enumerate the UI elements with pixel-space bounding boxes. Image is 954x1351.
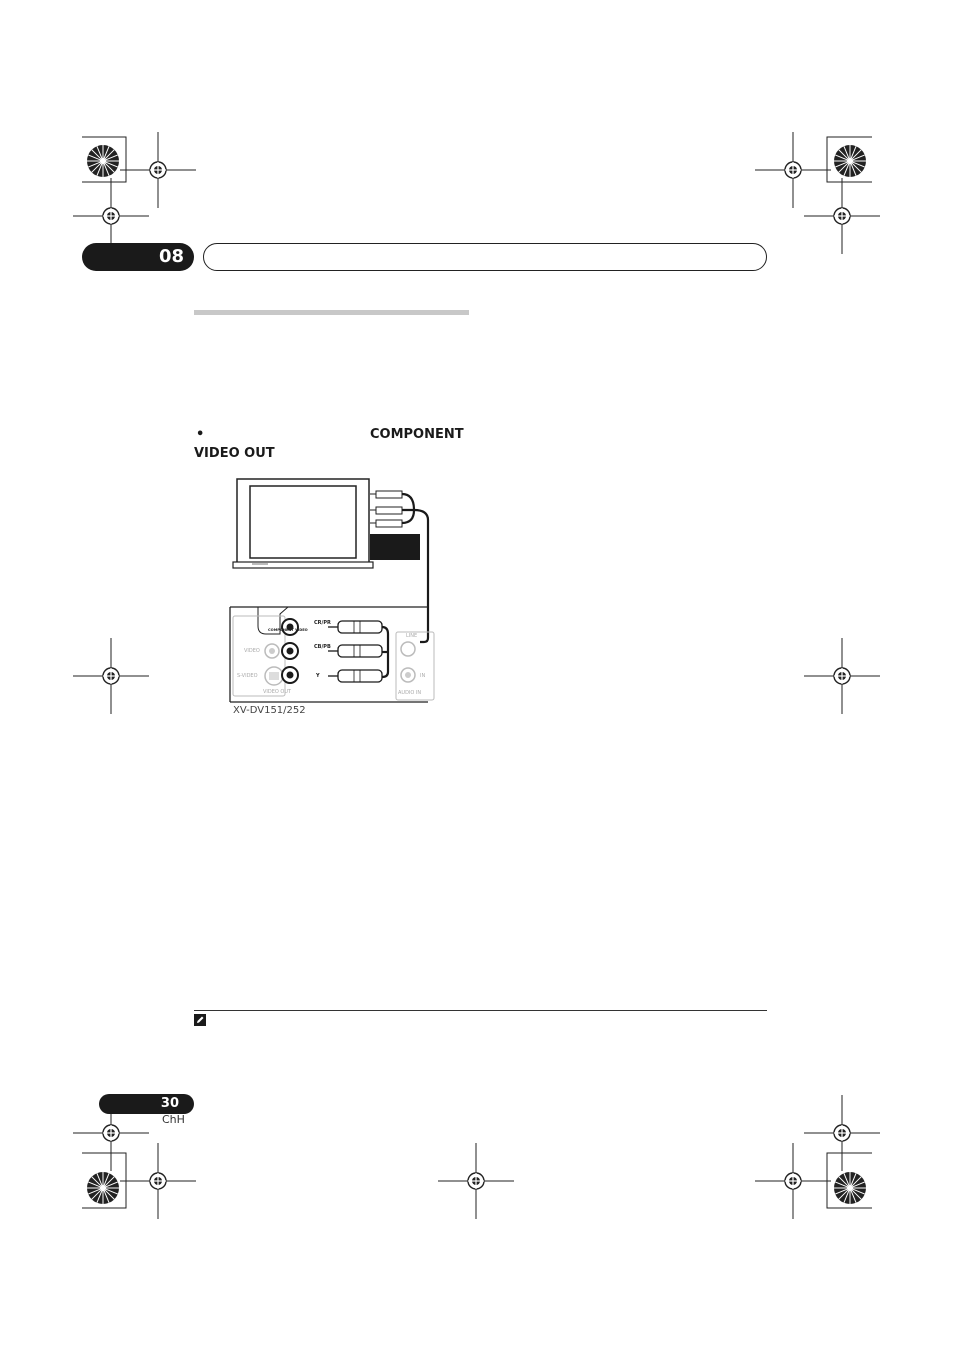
bullet-keyword-component: COMPONENT: [370, 427, 464, 442]
component-video-connection-diagram: [228, 474, 438, 704]
jack-label-component-video: COMPONENT VIDEO: [268, 628, 308, 632]
section-heading-rule: [194, 310, 469, 315]
page-number-tab: 30: [99, 1094, 194, 1114]
tv-illustration: [233, 479, 373, 568]
jack-label-video-out: VIDEO OUT: [263, 689, 292, 695]
player-rear-panel: [230, 607, 434, 702]
jack-label-video: VIDEO: [244, 648, 260, 654]
jack-label-y: Y: [316, 673, 320, 679]
bullet-keyword-video-out: VIDEO OUT: [194, 446, 275, 461]
jack-label-cb: CB/PB: [314, 644, 331, 650]
chapter-title-bar: [203, 243, 767, 271]
jack-label-cr: CR/PR: [314, 620, 331, 626]
footnote-rule: [194, 1010, 767, 1011]
bullet-symbol: •: [196, 427, 205, 442]
model-label: XV-DV151/252: [233, 705, 306, 716]
jack-label-audio-in: AUDIO IN: [398, 690, 422, 696]
jack-label-s-video: S-VIDEO: [237, 673, 258, 679]
chapter-number-tab: 08: [82, 243, 194, 271]
page-language-code: ChH: [162, 1113, 185, 1126]
tv-input-plugs: [370, 491, 402, 527]
jack-label-line: LINE: [406, 633, 418, 639]
tv-input-label-box: [370, 534, 420, 560]
jack-label-in: IN: [420, 673, 426, 679]
note-pencil-icon: [194, 1014, 206, 1026]
